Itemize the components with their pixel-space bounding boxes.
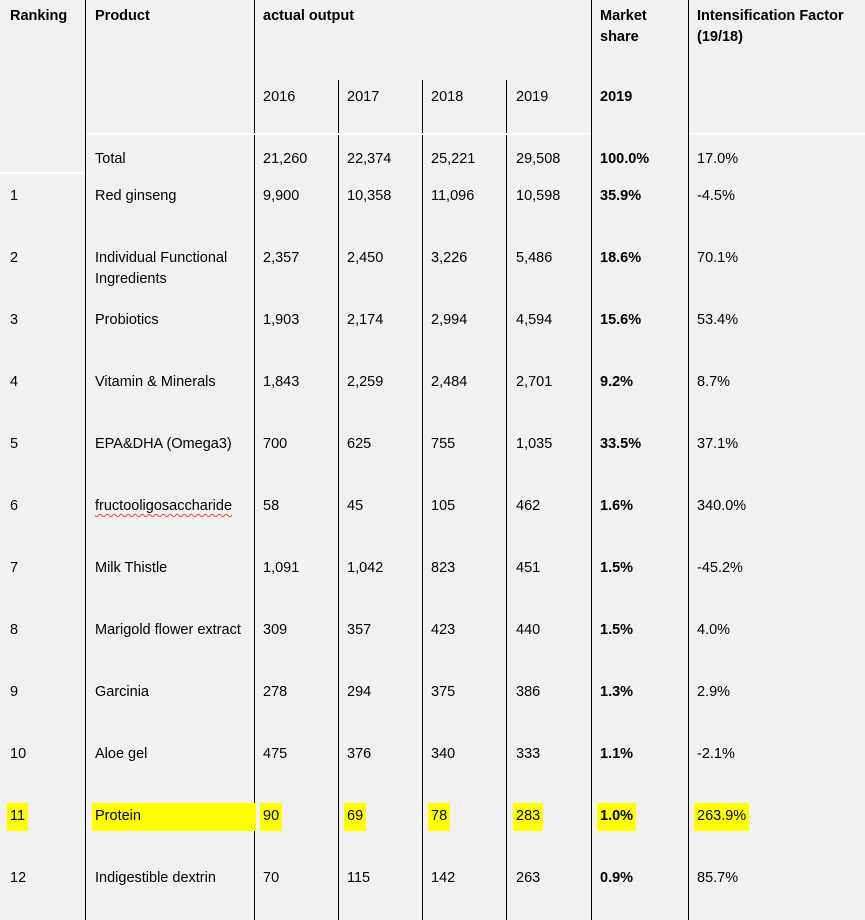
cell-output-2016: 70 xyxy=(263,870,280,886)
cell-output-2017: 10,358 xyxy=(347,188,392,204)
cell-output-2017: 625 xyxy=(347,436,372,452)
cell-output-2018: 2,994 xyxy=(431,312,468,328)
cell-output-2019: 5,486 xyxy=(516,250,553,266)
cell-output-2016: 21,260 xyxy=(263,151,308,167)
cell-output-2016: 700 xyxy=(263,436,288,452)
cell-output-2019: 4,594 xyxy=(516,312,553,328)
cell-output-2019: 1,035 xyxy=(516,436,553,452)
cell-product: Protein xyxy=(92,803,256,831)
header-year-2018: 2018 xyxy=(431,89,464,105)
cell-intensification-factor: 37.1% xyxy=(697,436,739,452)
cell-output-2019: 451 xyxy=(516,560,541,576)
table-row-highlighted xyxy=(0,806,865,868)
cell-output-2019: 29,508 xyxy=(516,151,561,167)
cell-market-share: 1.3% xyxy=(600,684,634,700)
cell-intensification-factor: 8.7% xyxy=(697,374,731,390)
cell-ranking: 3 xyxy=(10,312,19,328)
cell-output-2019: 2,701 xyxy=(516,374,553,390)
cell-product: fructooligosaccharide xyxy=(95,498,233,514)
cell-output-2016: 1,091 xyxy=(263,560,300,576)
cell-market-share: 9.2% xyxy=(600,374,634,390)
table-row xyxy=(0,248,865,310)
cell-output-2016: 475 xyxy=(263,746,288,762)
cell-ranking: 1 xyxy=(10,188,19,204)
cell-intensification-factor: -4.5% xyxy=(697,188,735,204)
cell-ranking: 10 xyxy=(10,746,27,762)
cell-ranking: 8 xyxy=(10,622,19,638)
cell-ranking: 12 xyxy=(10,870,27,886)
table-header-row xyxy=(0,6,865,68)
cell-intensification-factor: 340.0% xyxy=(697,498,747,514)
cell-market-share: 1.0% xyxy=(597,803,636,831)
cell-ranking: 9 xyxy=(10,684,19,700)
cell-output-2017: 2,174 xyxy=(347,312,384,328)
cell-output-2016: 58 xyxy=(263,498,280,514)
cell-output-2016: 90 xyxy=(260,803,282,831)
cell-output-2017: 357 xyxy=(347,622,372,638)
cell-output-2018: 823 xyxy=(431,560,456,576)
cell-intensification-factor: -45.2% xyxy=(697,560,743,576)
cell-market-share: 0.9% xyxy=(600,870,634,886)
cell-output-2019: 263 xyxy=(516,870,541,886)
cell-output-2018: 755 xyxy=(431,436,456,452)
cell-product: Garcinia xyxy=(95,684,149,700)
header-actual-output: actual output xyxy=(263,8,355,24)
cell-output-2017: 2,450 xyxy=(347,250,384,266)
cell-output-2018: 105 xyxy=(431,498,456,514)
cell-output-2018: 78 xyxy=(428,803,450,831)
header-market-share: Market share xyxy=(600,8,647,45)
cell-output-2016: 2,357 xyxy=(263,250,300,266)
cell-output-2016: 9,900 xyxy=(263,188,300,204)
cell-output-2018: 142 xyxy=(431,870,456,886)
cell-output-2016: 1,843 xyxy=(263,374,300,390)
cell-market-share: 1.1% xyxy=(600,746,634,762)
cell-output-2017: 2,259 xyxy=(347,374,384,390)
cell-output-2017: 69 xyxy=(344,803,366,831)
cell-market-share: 1.5% xyxy=(600,560,634,576)
cell-output-2017: 45 xyxy=(347,498,364,514)
cell-output-2019: 386 xyxy=(516,684,541,700)
cell-intensification-factor: 70.1% xyxy=(697,250,739,266)
cell-output-2019: 283 xyxy=(513,803,543,831)
cell-ranking: 2 xyxy=(10,250,19,266)
table-row xyxy=(0,372,865,434)
cell-output-2018: 11,096 xyxy=(431,188,475,204)
cell-output-2018: 25,221 xyxy=(431,151,476,167)
table-row xyxy=(0,496,865,558)
cell-market-share: 1.5% xyxy=(600,622,634,638)
cell-product: Milk Thistle xyxy=(95,560,168,576)
table-row xyxy=(0,434,865,496)
cell-market-share: 100.0% xyxy=(600,151,650,167)
cell-output-2018: 423 xyxy=(431,622,456,638)
cell-product: Indigestible dextrin xyxy=(95,870,216,886)
table-year-row xyxy=(0,87,865,149)
cell-output-2019: 462 xyxy=(516,498,541,514)
header-year-2016: 2016 xyxy=(263,89,296,105)
cell-ranking: 11 xyxy=(7,803,28,831)
cell-market-share: 33.5% xyxy=(600,436,642,452)
header-year-2017: 2017 xyxy=(347,89,380,105)
cell-output-2016: 309 xyxy=(263,622,288,638)
cell-output-2019: 10,598 xyxy=(516,188,561,204)
cell-product: Probiotics xyxy=(95,312,159,328)
cell-ranking: 7 xyxy=(10,560,19,576)
cell-output-2018: 3,226 xyxy=(431,250,468,266)
cell-product: Vitamin & Minerals xyxy=(95,374,216,390)
cell-product: Individual Functional Ingredients xyxy=(95,250,228,287)
table-row xyxy=(0,682,865,744)
cell-market-share: 15.6% xyxy=(600,312,642,328)
table-row xyxy=(0,868,865,920)
table-row xyxy=(0,186,865,248)
cell-intensification-factor: 2.9% xyxy=(697,684,731,700)
cell-output-2016: 1,903 xyxy=(263,312,300,328)
cell-product: EPA&DHA (Omega3) xyxy=(95,436,232,452)
table-row xyxy=(0,620,865,682)
table-row xyxy=(0,310,865,372)
cell-intensification-factor: 53.4% xyxy=(697,312,739,328)
cell-ranking: 5 xyxy=(10,436,19,452)
cell-ranking: 4 xyxy=(10,374,19,390)
header-intensification-factor: Intensification Factor (19/18) xyxy=(697,8,844,45)
cell-intensification-factor: 17.0% xyxy=(697,151,739,167)
cell-product: Aloe gel xyxy=(95,746,148,762)
cell-output-2017: 22,374 xyxy=(347,151,392,167)
header-product: Product xyxy=(95,8,150,24)
table-row xyxy=(0,744,865,806)
cell-output-2019: 333 xyxy=(516,746,541,762)
cell-market-share: 18.6% xyxy=(600,250,642,266)
cell-intensification-factor: -2.1% xyxy=(697,746,735,762)
cell-output-2018: 340 xyxy=(431,746,456,762)
header-year-2019: 2019 xyxy=(516,89,549,105)
header-ranking: Ranking xyxy=(10,8,68,24)
cell-output-2017: 294 xyxy=(347,684,372,700)
cell-market-share: 35.9% xyxy=(600,188,642,204)
header-market-share-year: 2019 xyxy=(600,89,633,105)
cell-output-2019: 440 xyxy=(516,622,541,638)
cell-intensification-factor: 263.9% xyxy=(694,803,749,831)
cell-intensification-factor: 4.0% xyxy=(697,622,731,638)
cell-product: Red ginseng xyxy=(95,188,177,204)
cell-market-share: 1.6% xyxy=(600,498,634,514)
table-row xyxy=(0,558,865,620)
cell-product: Marigold flower extract xyxy=(95,622,241,638)
cell-output-2018: 2,484 xyxy=(431,374,468,390)
cell-product: Total xyxy=(95,151,126,167)
cell-output-2017: 115 xyxy=(347,870,371,886)
cell-output-2018: 375 xyxy=(431,684,456,700)
cell-output-2017: 1,042 xyxy=(347,560,384,576)
cell-output-2016: 278 xyxy=(263,684,288,700)
cell-ranking: 6 xyxy=(10,498,19,514)
cell-intensification-factor: 85.7% xyxy=(697,870,739,886)
cell-output-2017: 376 xyxy=(347,746,372,762)
